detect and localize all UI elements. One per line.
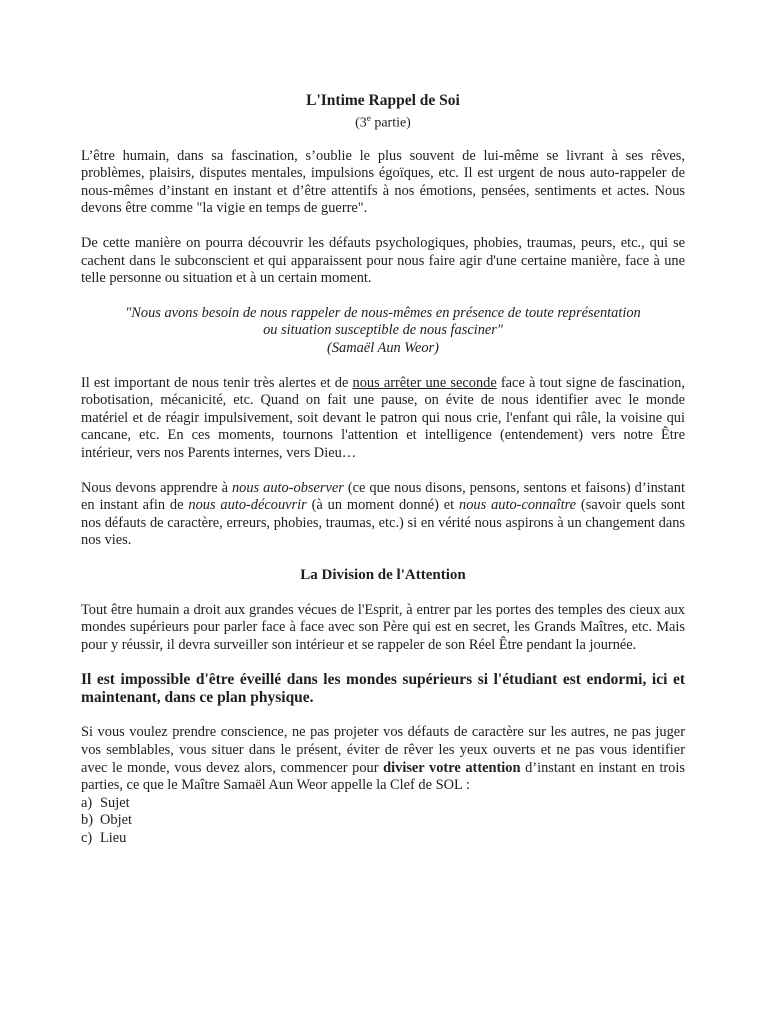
paragraph-4-italic-1: nous auto-observer <box>231 479 344 496</box>
list-item-text: Objet <box>100 812 132 829</box>
list-item <box>81 830 685 848</box>
list-item-marker: c) <box>81 829 93 846</box>
paragraph-7-bold: diviser votre attention <box>383 759 521 776</box>
subtitle-superscript: e <box>366 113 371 123</box>
paragraph-4-text-b: (ce que nous disons, pensons, sentons et faisons) d’instant en instant afin de <box>81 479 685 514</box>
quote-line-1: "Nous avons besoin de nous rappeler de nous-mêmes en présence de toute représentation <box>125 304 641 321</box>
document-title: L'Intime Rappel de Soi <box>306 92 460 109</box>
list-item <box>81 812 685 830</box>
document-subtitle <box>81 110 685 132</box>
paragraph-4-italic-3: nous auto-connaître <box>459 497 577 514</box>
subtitle-prefix: (3 <box>355 115 367 131</box>
paragraph-7-text-c: d’instant en instant en trois parties, ce que le Maître Samaël Aun Weor appelle la Clef de SOL : <box>81 759 685 794</box>
paragraph-4-text-c: (à un moment donné) et <box>306 497 460 514</box>
paragraph-3-text-b: face à tout signe de fascination, robotisation, mécanicité, etc. Quand on fait une pause, on évite de nous identifier avec le monde matériel et de réagir impulsivement, soit devant le patron qui nous crie, l'enfant qui râle, la voisine qui cancane, etc. En ces moments, tournons l'attention et intelligence (entendement) vers notre Être intérieur, vers nos Parents internes, vers Dieu… <box>81 374 685 461</box>
paragraph-1: L’être humain, dans sa fascination, s’oublie le plus souvent de lui-même se livrant à ses rêves, problèmes, plaisirs, disputes mentales, impulsions égoïques, etc. Il est urgent de nous auto-rappeler de nous-mêmes d’instant en instant et d’être attentifs à nos émotions, pensées, sentiments et actes. Nous devons être comme "la vigie en temps de guerre". <box>81 147 685 217</box>
key-list <box>81 795 685 848</box>
paragraph-4-text-d: (savoir quels sont nos défauts de caractère, erreurs, phobies, traumas, etc.) si en vérité nous aspirons à un changement dans nos vies. <box>81 497 685 549</box>
paragraph-3-text-a: Il est important de nous tenir très alertes et de <box>81 374 353 391</box>
paragraph-3 <box>81 375 685 463</box>
list-item-marker: b) <box>81 812 93 829</box>
list-item-text: Sujet <box>100 794 130 811</box>
paragraph-7-text-a: Si vous voulez prendre conscience, ne pas projeter vos défauts de caractère sur les autres, ne pas juger vos semblables, vous situer dans le présent, éviter de rêver les yeux ouverts et ne pas vous identifier avec le monde, vous devez alors, commencer pour <box>81 724 685 776</box>
section-title: La Division de l'Attention <box>300 566 466 583</box>
document-page <box>81 92 685 847</box>
quote-block <box>81 305 685 358</box>
paragraph-4-text-a: Nous devons apprendre à <box>81 479 232 496</box>
list-item-text: Lieu <box>100 829 127 846</box>
subtitle-suffix: partie) <box>370 115 411 131</box>
paragraph-5: Tout être humain a droit aux grandes vécues de l'Esprit, à entrer par les portes des temples des cieux aux mondes supérieurs pour parler face à face avec son Père qui est en secret, les Grands Maîtres, etc. Mais pour y réussir, il devra surveiller son intérieur et se rappeler de son Réel Être pendant la journée. <box>81 601 685 653</box>
paragraph-3-underlined: nous arrêter une seconde <box>352 374 497 391</box>
quote-line-2: ou situation susceptible de nous fasciner" <box>263 322 503 339</box>
quote-author: (Samaël Aun Weor) <box>327 340 439 356</box>
paragraph-4 <box>81 480 685 550</box>
paragraph-6: Il est impossible d'être éveillé dans les mondes supérieurs si l'étudiant est endormi, ici et maintenant, dans ce plan physique. <box>81 671 685 707</box>
paragraph-7 <box>81 724 685 794</box>
list-item <box>81 795 685 813</box>
paragraph-2: De cette manière on pourra découvrir les défauts psychologiques, phobies, traumas, peurs, etc., qui se cachent dans le subconscient et qui apparaissent pour nous faire agir d'une certaine manière, face à une telle personne ou situation et à un certain moment. <box>81 235 685 287</box>
paragraph-4-italic-2: nous auto-découvrir <box>188 497 307 514</box>
list-item-marker: a) <box>81 794 93 811</box>
